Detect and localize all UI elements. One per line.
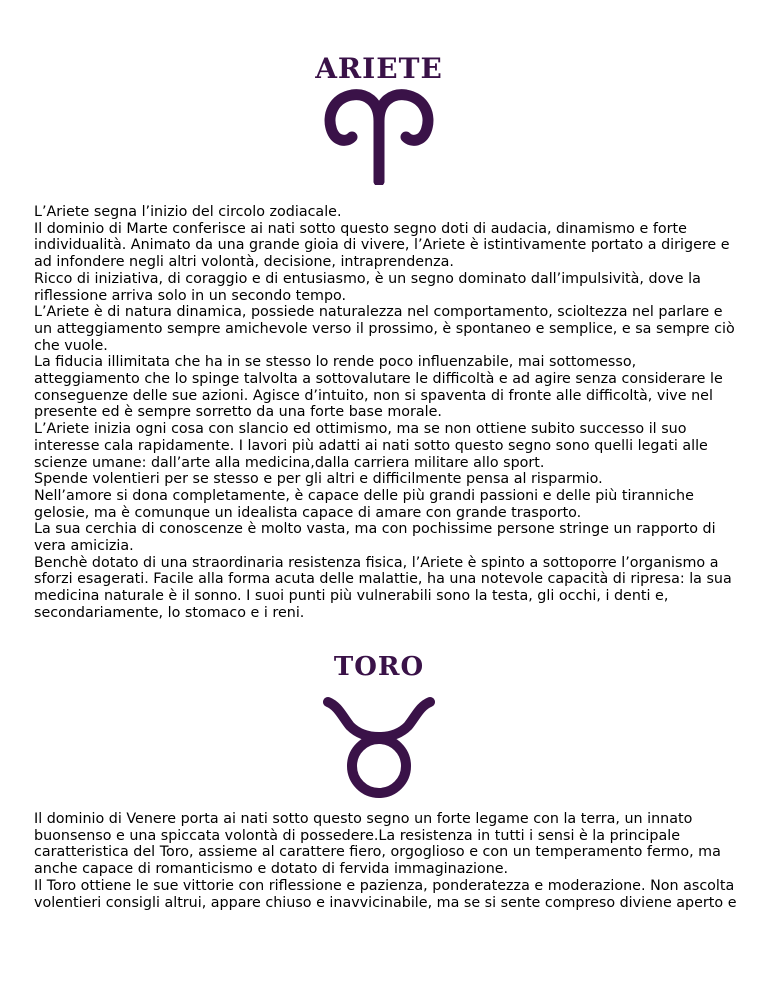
aries-logo [314, 52, 444, 185]
paragraph: L’Ariete inizia ogni cosa con slancio ed ottimismo, ma se non ottiene subito successo il suo interesse cala rapidamente. I lavori più adatti ai nati sotto questo segno sono quelli legati alle scienze umane: dall’arte alla medicina,dalla carriera militare allo sport. [34, 421, 708, 471]
taurus-symbol-icon [314, 682, 444, 802]
paragraph: Il dominio di Marte conferisce ai nati sotto questo segno doti di audacia, dinamismo e forte individualità. Animato da una grande gioia di vivere, l’Ariete è istintivamente portato a dirigere e ad infondere negli altri volontà, decisione, intraprendenza. [34, 220, 730, 271]
paragraph: Nell’amore si dona completamente, è capace delle più grandi passioni e delle più tiranniche gelosie, ma è comunque un idealista capace di amare con grande trasporto. [34, 487, 694, 521]
paragraph: La fiducia illimitata che ha in se stesso lo rende poco influenzabile, mai sottomesso, atteggiamento che lo spinge talvolta a sottovalutare le difficoltà e ad agire senza considerare le conseguenze delle sue azioni. Agisce d’intuito, non si spaventa di fronte alle difficoltà, vive nel presente ed è sempre sorretto da una forte base morale. [34, 354, 723, 421]
taurus-title: TORO [333, 652, 425, 682]
paragraph: La sua cerchia di conoscenze è molto vasta, ma con pochissime persone stringe un rapporto di vera amicizia. [34, 521, 716, 555]
paragraph: Il dominio di Venere porta ai nati sotto questo segno un forte legame con la terra, un innato buonsenso e una spiccata volontà di possedere.La resistenza in tutti i sensi è la principale caratteristica del Toro, assieme al carattere fiero, orgoglioso e con un temperamento fermo, ma anche capace di romanticismo e dotato di fervida immaginazione. [34, 811, 721, 878]
taurus-logo [314, 652, 444, 802]
aries-symbol-icon [314, 85, 444, 185]
paragraph: Il Toro ottiene le sue vittorie con riflessione e pazienza, ponderatezza e moderazione. Non ascolta volentieri consigli altrui, appare chiuso e inavvicinabile, ma se si sente compreso diviene aperto e [34, 877, 737, 911]
taurus-description [34, 811, 739, 911]
paragraph: Ricco di iniziativa, di coraggio e di entusiasmo, è un segno dominato dall’impulsività, dove la riflessione arriva solo in un secondo tempo. [34, 270, 701, 304]
paragraph: Benchè dotato di una straordinaria resistenza fisica, l’Ariete è spinto a sottoporre l’organismo a sforzi esagerati. Facile alla forma acuta delle malattie, ha una notevole capacità di ripresa: la sua medicina naturale è il sonno. I suoi punti più vulnerabili sono la testa, gli occhi, i denti e, secondariamente, lo stomaco e i reni. [34, 554, 732, 621]
aries-description [34, 204, 739, 622]
paragraph: L’Ariete è di natura dinamica, possiede naturalezza nel comportamento, scioltezza nel parlare e un atteggiamento sempre amichevole verso il prossimo, è spontaneo e semplice, e sa sempre ciò che vuole. [34, 304, 735, 354]
aries-title: ARIETE [315, 52, 443, 85]
paragraph: Spende volentieri per se stesso e per gli altri e difficilmente pensa al risparmio. [34, 471, 603, 488]
paragraph: L’Ariete segna l’inizio del circolo zodiacale. [34, 204, 342, 220]
